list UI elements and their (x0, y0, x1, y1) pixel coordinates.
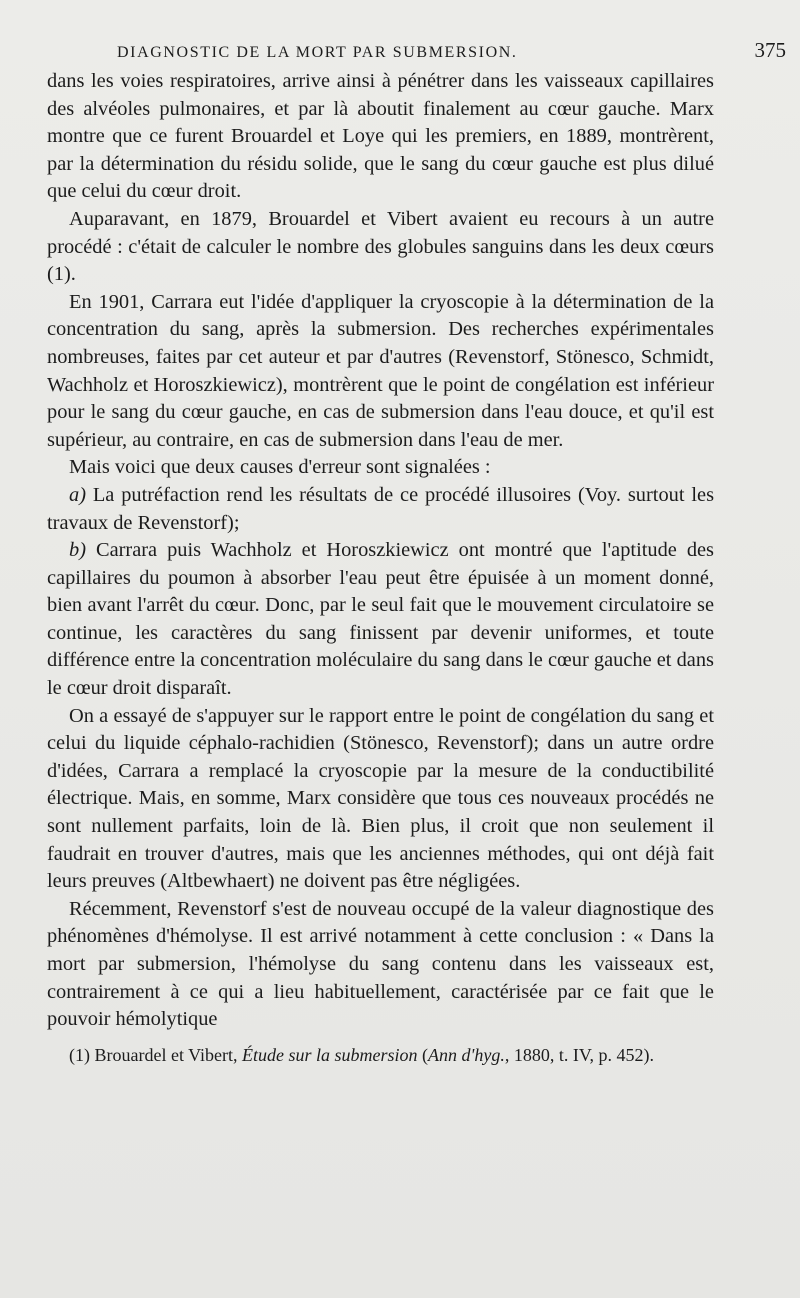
footnote-title: Étude sur la submersion (242, 1044, 418, 1065)
paragraph-3: En 1901, Carrara eut l'idée d'appliquer la cryoscopie à la détermination de la concentration du sang, après la submersion. Des recherches expérimentales nombreuses, faites par cet auteur et par d'autres (Revenstorf, Stönesco, Schmidt, Wachholz et Horoszkiewicz), montrèrent que le point de congélation est inférieur pour le sang du cœur gauche, en cas de submersion dans l'eau douce, et qu'il est supérieur, au contraire, en cas de submersion dans l'eau de mer. (47, 290, 714, 451)
paragraph-1: dans les voies respiratoires, arrive ainsi à pénétrer dans les vaisseaux capillaires des alvéoles pulmonaires, et par là aboutit finalement au cœur gauche. Marx montre que ce furent Brouardel et Loye qui les premiers, en 1889, montrèrent, par la détermination du résidu solide, que le sang du cœur gauche est plus dilué que celui du cœur droit. (47, 70, 714, 203)
list-item-a (47, 482, 714, 537)
body-text (47, 68, 714, 1034)
footnote-1 (47, 1043, 714, 1068)
list-marker-b: b) (69, 539, 86, 562)
paragraph-7: On a essayé de s'appuyer sur le rapport entre le point de congélation du sang et celui du liquide céphalo-rachidien (Stönesco, Revenstorf); dans un autre ordre d'idées, Carrara a remplacé la cryoscopie par la mesure de la conductibilité électrique. Mais, en somme, Marx considère que tous ces nouveaux procédés ne sont nullement parfaits, loin de là. Bien plus, il croit que non seulement il faudrait en trouver d'autres, mais que les anciennes méthodes, qui ont déjà fait leurs preuves (Altbewhaert) ne doivent pas être négligées. (47, 704, 714, 893)
footnote-journal: Ann d'hyg. (428, 1044, 505, 1065)
list-marker-a: a) (69, 483, 86, 506)
running-title: DIAGNOSTIC DE LA MORT PAR SUBMERSION. (117, 44, 518, 61)
paragraph-2: Auparavant, en 1879, Brouardel et Vibert avaient eu recours à un autre procédé : c'était de calculer le nombre des globules sanguins dans les deux cœurs (1). (47, 207, 714, 286)
paragraph-4: Mais voici que deux causes d'erreur sont signalées : (69, 456, 491, 479)
list-text-a: La putréfaction rend les résultats de ce procédé illusoires (Voy. surtout les travaux de Revenstorf); (47, 483, 714, 534)
footnotes (47, 1043, 714, 1068)
footnote-mid: ( (417, 1044, 429, 1065)
footnote-pre: (1) Brouardel et Vibert, (69, 1044, 243, 1065)
list-text-b: Carrara puis Wachholz et Horoszkiewicz ont montré que l'aptitude des capillaires du poumon à absorber l'eau peut être épuisée à un moment donné, bien avant l'arrêt du cœur. Donc, par le seul fait que le mouvement circulatoire se continue, les caractères du sang finissent par devenir uniformes, et toute différence entre la concentration moléculaire du sang dans le cœur gauche et dans le cœur droit disparaît. (47, 539, 714, 700)
footnote-post: , 1880, t. IV, p. 452). (504, 1044, 655, 1065)
page-number: 375 (754, 38, 786, 62)
paragraph-8: Récemment, Revenstorf s'est de nouveau occupé de la valeur diagnostique des phénomènes d'hémolyse. Il est arrivé notamment à cette conclusion : « Dans la mort par submersion, l'hémolyse du sang contenu dans les vaisseaux est, contrairement à ce qui a lieu habituellement, caractérisée par ce fait que le pouvoir hémolytique (47, 897, 714, 1031)
page-header (117, 38, 786, 66)
list-item-b (47, 537, 714, 703)
